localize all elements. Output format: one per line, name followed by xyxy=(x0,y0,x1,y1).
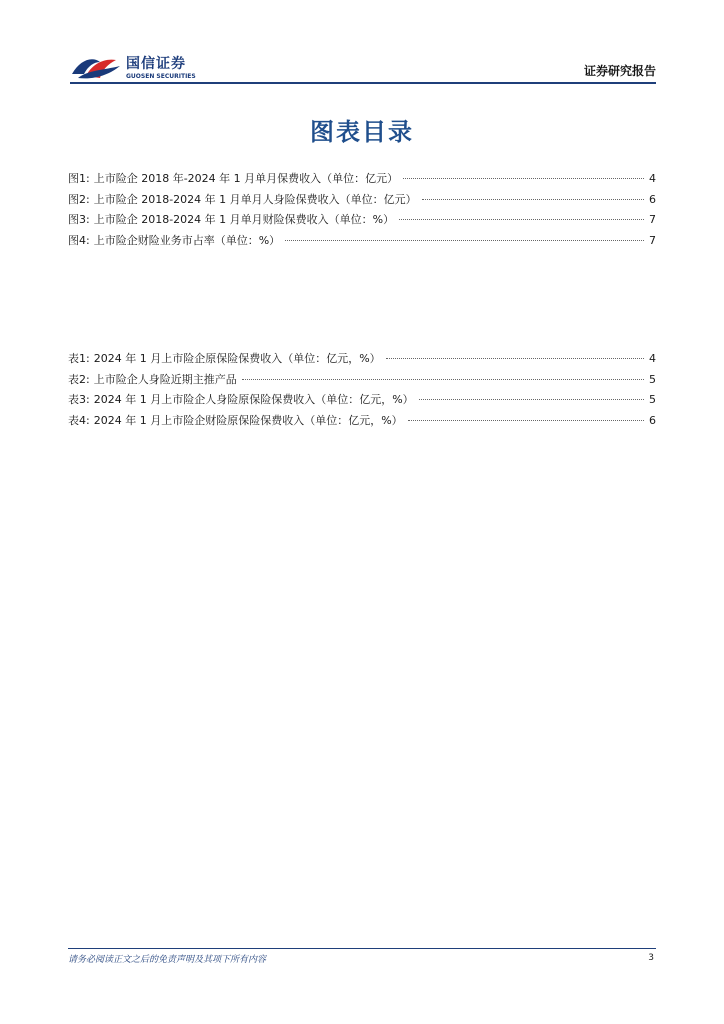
toc-entry-figure-2[interactable] xyxy=(68,191,656,212)
toc-entry-table-2[interactable] xyxy=(68,371,656,392)
toc-entry-page: 6 xyxy=(649,413,656,427)
page-header xyxy=(70,50,656,84)
toc-entry-number: 图3: xyxy=(68,213,90,226)
dot-leader xyxy=(422,199,644,200)
toc-entry-number: 图1: xyxy=(68,172,90,185)
toc-entry-page: 6 xyxy=(649,192,656,206)
page-title: 图表目录 xyxy=(310,118,414,146)
page-number: 3 xyxy=(648,953,654,963)
toc-entry-page: 4 xyxy=(649,172,656,185)
toc-entry-title: 2024 年 1 月上市险企原保险保费收入（单位：亿元，%） xyxy=(93,352,381,365)
toc-entry-title: 上市险企 2018 年-2024 年 1 月单月保费收入（单位：亿元） xyxy=(93,172,399,185)
dot-leader xyxy=(403,178,644,179)
dot-leader xyxy=(399,219,644,220)
report-type-label: 证券研究报告 xyxy=(583,64,656,78)
guosen-logo-mark-icon xyxy=(70,52,124,82)
guosen-logo xyxy=(70,50,210,84)
dot-leader xyxy=(419,399,644,400)
toc-entry-title: 上市险企财险业务市占率（单位：%） xyxy=(93,233,281,247)
footer-disclaimer: 请务必阅读正文之后的免责声明及其项下所有内容 xyxy=(68,955,267,965)
toc-entry-title: 上市险企人身险近期主推产品 xyxy=(93,372,237,386)
header-divider xyxy=(70,82,656,84)
dot-leader xyxy=(408,420,644,421)
toc-entry-figure-1[interactable] xyxy=(68,170,656,191)
brand-name-cn: 国信证券 xyxy=(126,56,186,72)
toc-entry-number: 图4: xyxy=(68,233,90,247)
table-list xyxy=(68,350,656,432)
brand-name-en: GUOSEN SECURITIES xyxy=(126,73,196,80)
toc-entry-title: 上市险企 2018-2024 年 1 月单月人身险保费收入（单位：亿元） xyxy=(93,192,417,206)
dot-leader xyxy=(386,358,644,359)
footer-divider xyxy=(68,948,656,949)
toc-entry-number: 表2: xyxy=(68,372,90,386)
toc-entry-page: 5 xyxy=(649,393,656,406)
toc-entry-page: 5 xyxy=(649,372,656,386)
toc-entry-table-4[interactable] xyxy=(68,412,656,433)
toc-entry-table-3[interactable] xyxy=(68,391,656,412)
dot-leader xyxy=(285,240,644,241)
toc-entry-title: 上市险企 2018-2024 年 1 月单月财险保费收入（单位：%） xyxy=(93,213,395,226)
toc-entry-number: 表4: xyxy=(68,413,90,427)
toc-entry-page: 7 xyxy=(649,233,656,247)
toc-entry-figure-3[interactable] xyxy=(68,211,656,232)
toc-entry-number: 图2: xyxy=(68,192,90,206)
toc-entry-title: 2024 年 1 月上市险企人身险原保险保费收入（单位：亿元，%） xyxy=(93,393,414,406)
dot-leader xyxy=(242,379,644,380)
toc-entry-title: 2024 年 1 月上市险企财险原保险保费收入（单位：亿元，%） xyxy=(93,413,403,427)
toc-entry-figure-4[interactable] xyxy=(68,232,656,253)
toc-entry-page: 7 xyxy=(649,213,656,226)
toc-entry-table-1[interactable] xyxy=(68,350,656,371)
toc-entry-number: 表3: xyxy=(68,393,90,406)
toc-entry-number: 表1: xyxy=(68,352,90,365)
toc-entry-page: 4 xyxy=(649,352,656,365)
figure-list xyxy=(68,170,656,252)
